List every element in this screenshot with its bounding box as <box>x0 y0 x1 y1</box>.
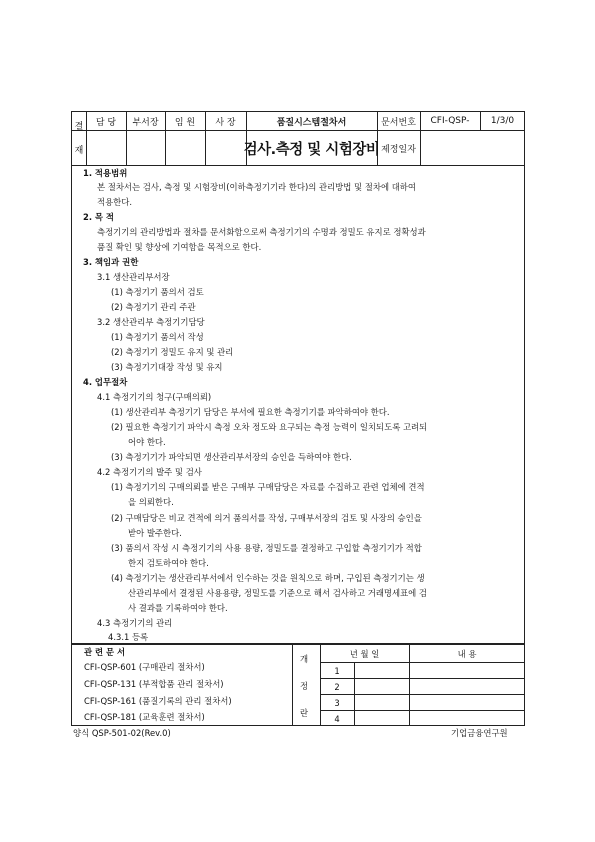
related-doc: CFI-QSP-181 (교육훈련 절차서) <box>84 712 205 722</box>
revision-no: 3 <box>334 697 340 708</box>
column-content: 내 용 <box>457 648 477 659</box>
list-item-cont: 산관리부에서 결정된 사용용량, 정밀도를 기준으로 해서 검사하고 거래명세표에 검 <box>128 588 428 598</box>
page-info: 1/3/0 <box>490 116 515 126</box>
list-item: (2) 필요한 측정기기 파악시 측정 오차 정도와 요구되는 측정 능력이 일치되도록 고려되 <box>111 422 428 432</box>
list-item: (1) 측정기기의 구매의뢰를 받은 구매부 구매담당은 자료를 수집하고 관련 업체에 견적 <box>111 482 425 492</box>
role-damdang: 담 당 <box>95 117 117 128</box>
related-docs-title: 관 련 문 서 <box>84 647 126 657</box>
subsection: 4.2 측정기기의 발주 및 검사 <box>97 467 202 477</box>
doc-title: 검사.측정 및 시험장비 <box>243 142 380 158</box>
related-doc: CFI-QSP-131 (부적합품 관리 절차서) <box>84 679 224 689</box>
list-item-cont: 사 결과를 기록하여야 한다. <box>128 603 228 613</box>
list-item-cont: 받아 발주한다. <box>128 528 182 538</box>
divider <box>292 644 293 726</box>
subsection: 4.1 측정기기의 청구(구매의뢰) <box>97 392 212 402</box>
form-number: 양식 QSP-501-02(Rev.0) <box>73 728 171 738</box>
role-ceo: 사 장 <box>215 117 236 128</box>
organization-name: 기업금융연구원 <box>451 728 508 738</box>
system-title: 품질시스템절차서 <box>276 117 347 128</box>
list-item: (3) 측정기기대장 작성 및 유지 <box>111 362 223 372</box>
body-text: 적용한다. <box>97 197 133 207</box>
section-3-title: 3. 책임과 권한 <box>83 257 139 267</box>
related-doc: CFI-QSP-161 (품질기록의 관리 절차서) <box>84 696 232 706</box>
section-1-title: 1. 적용범위 <box>83 168 128 178</box>
revision-no: 4 <box>334 713 340 724</box>
list-item: (1) 측정기기 품의서 작성 <box>111 332 204 342</box>
revision-no: 2 <box>334 681 340 692</box>
role-executive: 임 원 <box>174 117 196 128</box>
body-text: 본 절차서는 검사, 측정 및 시험장비(이하측정기기라 한다)의 관리방법 및 절차에 대하여 <box>97 182 416 192</box>
subsection: 3.1 생산관리부서장 <box>97 272 170 282</box>
role-department-head: 부서장 <box>132 117 159 128</box>
approval-label: 결 재 <box>74 121 84 156</box>
related-doc: CFI-QSP-601 (구매관리 절차서) <box>84 662 205 672</box>
column-date: 년 월 일 <box>349 648 380 659</box>
doc-no-label: 문서번호 <box>381 117 416 128</box>
section-4-title: 4. 업무절차 <box>83 377 128 387</box>
body-text: 측정기기의 관리방법과 절차를 문서화함으로써 측정기기의 수명과 정밀도 유지로 정확성과 <box>97 227 426 237</box>
list-item: (1) 생산관리부 측정기기 담당은 부서에 필요한 측정기기를 파악하여야 한다. <box>111 407 390 417</box>
list-item: (3) 품의서 작성 시 측정기기의 사용 용량, 정밀도를 결정하고 구입할 측정기기가 적합 <box>111 543 422 553</box>
list-item-cont: 을 의뢰한다. <box>128 497 174 507</box>
list-item: (2) 구매담당은 비교 견적에 의거 품의서를 작성, 구매부서장의 검토 및 사장의 승인을 <box>111 513 422 523</box>
revision-no: 1 <box>334 665 340 676</box>
list-item: (3) 측정기기가 파악되면 생산관리부서장의 승인을 득하여야 한다. <box>111 452 352 462</box>
list-item: (1) 측정기기 품의서 검토 <box>111 287 204 297</box>
list-item: (2) 측정기기 관리 주관 <box>111 302 196 312</box>
list-item-cont: 한지 검토하여야 한다. <box>128 558 209 568</box>
doc-no-value: CFI-QSP- <box>430 116 470 126</box>
list-item-cont: 어야 한다. <box>128 437 166 447</box>
revision-label: 정 <box>300 681 309 691</box>
body-text: 품질 확인 및 향상에 기여함을 목적으로 한다. <box>97 242 262 252</box>
list-item: (4) 측정기기는 생산관리부서에서 인수하는 것을 원칙으로 하며, 구입된 측정기기는 생 <box>111 573 425 583</box>
list-item: (2) 측정기기 정밀도 유지 및 관리 <box>111 347 234 357</box>
rev-date-label: 제정일자 <box>381 145 416 155</box>
subsubsection: 4.3.1 등록 <box>108 632 149 642</box>
revision-label: 란 <box>300 708 309 718</box>
section-2-title: 2. 목 적 <box>83 212 115 222</box>
subsection: 4.3 측정기기의 관리 <box>97 618 173 628</box>
subsection: 3.2 생산관리부 측정기기담당 <box>97 317 205 327</box>
revision-label: 개 <box>300 654 309 664</box>
